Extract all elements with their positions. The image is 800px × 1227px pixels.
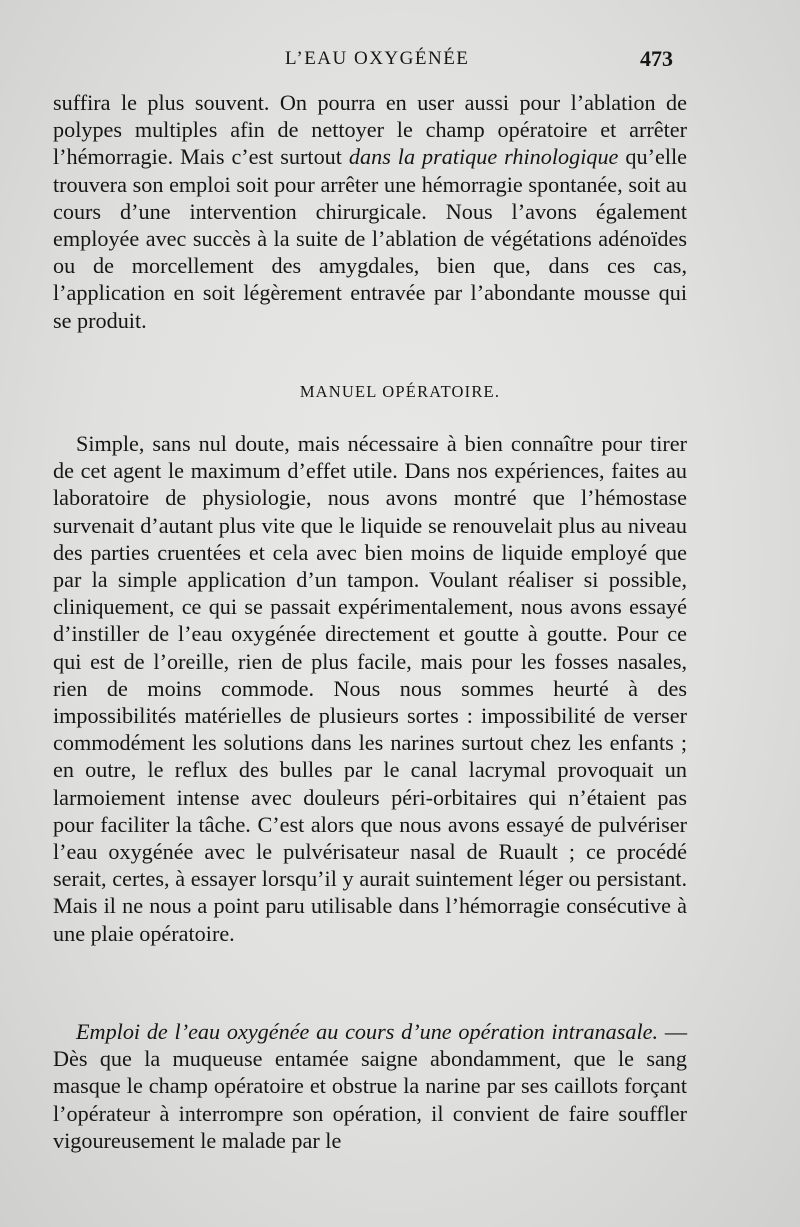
paragraph-3-text: — Dès que la muqueuse entamée saigne abondamment, que le sang masque le champ opératoire et obstrue la narine par ses caillots forçant l’opérateur à interrompre son opération, il convient de faire souffler vigoureusement le malade par le [53, 1019, 687, 1153]
paragraph-3-italic: Emploi de l’eau oxygénée au cours d’une opération intranasale. [76, 1019, 659, 1044]
paragraph-1-rest: qu’elle trouvera son emploi soit pour arrêter une hémorragie spontanée, soit au cours d’une intervention chirurgicale. Nous l’avons également employée avec succès à la suite de l’ablation de végétations adénoïdes ou de morcellement des amygdales, bien que, dans ces cas, l’application en soit légèrement entravée par l’abondante mousse qui se produit. [53, 144, 687, 333]
page-number: 473 [640, 46, 673, 71]
paragraph-1-text: suffira le plus souvent. On pourra en user aussi pour l’ablation de polypes multiples afin de nettoyer le champ opératoire et arrêter l’hémorragie. Mais c’est surtout [53, 90, 687, 170]
page-header [0, 46, 800, 76]
paragraph-3 [53, 1018, 687, 1154]
paragraph-2: Simple, sans nul doute, mais nécessaire à bien connaître pour tirer de cet agent le maximum d’effet utile. Dans nos expériences, faites au laboratoire de physiologie, nous avons montré que l’hémostase survenait d’autant plus vite que le liquide se renouvelait plus au niveau des parties cruentées et cela avec bien moins de liquide employé que par la simple application d’un tampon. Voulant réaliser si possible, cliniquement, ce qui se passait expérimentalement, nous avons essayé d’instiller de l’eau oxygénée directement et goutte à goutte. Pour ce qui est de l’oreille, rien de plus facile, mais pour les fosses nasales, rien de moins commode. Nous nous sommes heurté à des impossibilités matérielles de plusieurs sortes : impossibilité de verser commodément les solutions dans les narines surtout chez les enfants ; en outre, le reflux des bulles par le canal lacrymal provoquait un larmoiement intense avec douleurs péri-orbitaires qui n’étaient pas pour faciliter la tâche. C’est alors que nous avons essayé de pulvériser l’eau oxygénée avec le pulvérisateur nasal de Ruault ; ce procédé serait, certes, à essayer lorsqu’il y aurait suintement léger ou persistant. Mais il ne nous a point paru utilisable dans l’hémorragie consécutive à une plaie opératoire. [53, 431, 687, 946]
paragraph-1 [53, 89, 687, 334]
paragraph-1-italic: dans la pratique rhinologique [348, 144, 619, 170]
section-heading: MANUEL OPÉRATOIRE. [299, 382, 501, 401]
running-title: L’EAU OXYGÉNÉE [285, 48, 470, 69]
